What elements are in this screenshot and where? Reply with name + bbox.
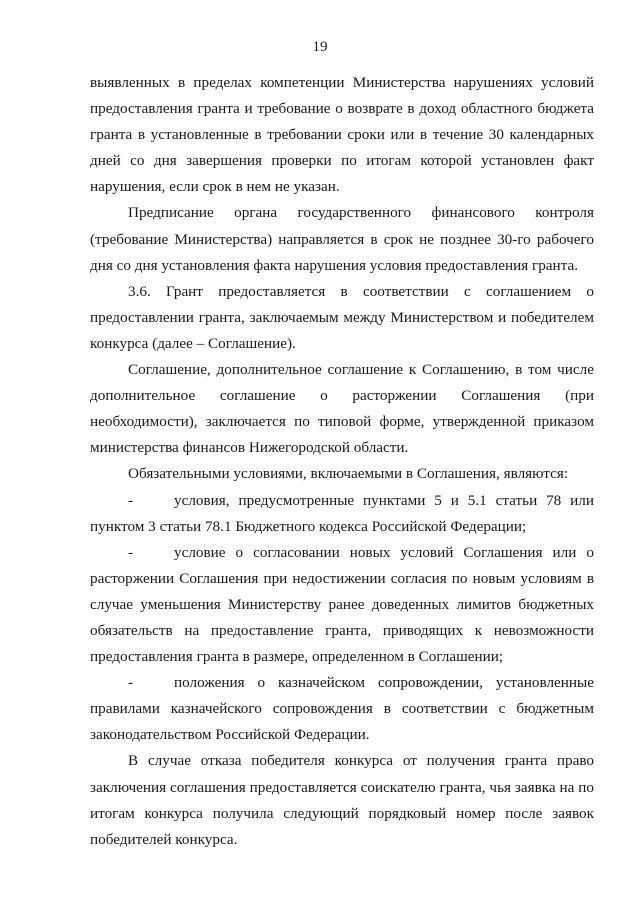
- paragraph-control-order: Предписание органа государственного финансового контроля (требование Министерства) направляется в срок не позднее 30-го рабочего дня со дня установления факта нарушения условия предоставления гранта.: [90, 204, 594, 274]
- list-item-text: положения о казначейском сопровождении, установленные правилами казначейского сопровождения в соответствии с бюджетным законодательством Российской Федерации.: [90, 674, 594, 744]
- list-item-budget-code-conditions: [90, 488, 594, 540]
- list-dash-marker: -: [128, 543, 134, 561]
- list-item-text: условия, предусмотренные пунктами 5 и 5.1 статьи 78 или пунктом 3 статьи 78.1 Бюджетного кодекса Российской Федерации;: [90, 491, 594, 535]
- paragraph-winner-refusal: В случае отказа победителя конкурса от получения гранта право заключения соглашения предоставляется соискателю гранта, чья заявка на по итогам конкурса получила следующий порядковый номер после заявок победителей конкурса.: [90, 752, 594, 848]
- paragraph-mandatory-conditions: Обязательными условиями, включаемыми в Соглашения, являются:: [128, 465, 569, 483]
- page-number: 19: [312, 39, 328, 55]
- paragraph-3-6-grant-agreement: 3.6. Грант предоставляется в соответствии с соглашением о предоставлении гранта, заключаемым между Министерством и победителем конкурса (далее – Соглашение).: [90, 282, 594, 352]
- list-item-text: условие о согласовании новых условий Соглашения или о расторжении Соглашения при недостижении согласия по новым условиям в случае уменьшения Министерству ранее доведенных лимитов бюджетных обязательств на предоставление гранта, приводящих к невозможности предоставления гранта в размере, определенном в Соглашении;: [90, 543, 594, 666]
- list-dash-marker: -: [128, 674, 134, 692]
- document-body: [90, 70, 594, 853]
- list-item-new-conditions: [90, 540, 594, 670]
- list-dash-marker: -: [128, 491, 134, 509]
- paragraph-violation-continuation: выявленных в пределах компетенции Министерства нарушениях условий предоставления гранта и требование о возврате в доход областного бюджета гранта в установленные в требовании сроки или в течение 30 календарных дней со дня завершения проверки по итогам которой установлен факт нарушения, если срок в нем не указан.: [90, 74, 594, 196]
- list-item-treasury-support: [90, 670, 594, 748]
- paragraph-agreement-form: Соглашение, дополнительное соглашение к Соглашению, в том числе дополнительное соглашение о расторжении Соглашения (при необходимости), заключается по типовой форме, утвержденной приказом министерства финансов Нижегородской области.: [90, 361, 594, 457]
